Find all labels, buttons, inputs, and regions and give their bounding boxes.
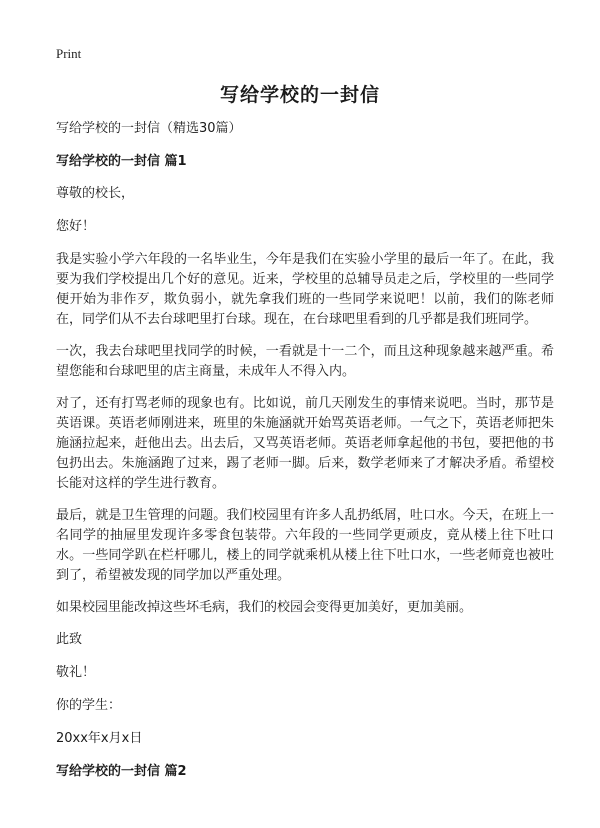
paragraph-3: 对了，还有打骂老师的现象也有。比如说，前几天刚发生的事情来说吧。当时，那节是英语课。英语老师刚进来，班里的朱施涵就开始骂英语老师。一气之下，英语老师把朱施涵拉起来，赶他出去。出去后，又骂英语老师。英语老师拿起他的书包，要把他的书包扔出去。朱施涵跑了过来，踢了老师一脚。后来，数学老师来了才解决矛盾。希望校长能对这样的学生进行教育。 [56,396,554,491]
closing-line: 此致 [56,632,83,647]
print-link[interactable]: Print [56,46,82,61]
regards-line: 敬礼！ [56,665,96,680]
paragraph-2: 一次，我去台球吧里找同学的时候，一看就是十一二个，而且这种现象越来越严重。希望您能和台球吧里的店主商量，未成年人不得入内。 [56,344,554,379]
paragraph-1: 我是实验小学六年段的一名毕业生，今年是我们在实验小学里的最后一年了。在此，我要为我们学校提出几个好的意见。近来，学校里的总辅导员走之后，学校里的一些同学便开始为非作歹，欺负弱小，就先拿我们班的一些同学来说吧！以前，我们的陈老师在，同学们从不去台球吧里打台球。现在，在台球吧里看到的几乎都是我们班同学。 [56,252,554,327]
salutation: 尊敬的校长， [56,186,135,201]
greeting: 您好！ [56,219,96,234]
paragraph-5: 如果校园里能改掉这些坏毛病，我们的校园会变得更加美好，更加美丽。 [56,600,473,615]
document-subtitle: 写给学校的一封信（精选30篇） [56,121,242,136]
document-body [56,119,554,794]
section-heading-1: 写给学校的一封信 篇1 [56,154,187,169]
paragraph-4: 最后，就是卫生管理的问题。我们校园里有许多人乱扔纸屑，吐口水。今天，在班上一名同学的抽屉里发现许多零食包装带。六年段的一些同学更顽皮，竟从楼上往下吐口水。一些同学趴在栏杆哪儿，楼上的同学就乘机从楼上往下吐口水，一些老师竟也被吐到了，希望被发现的同学加以严重处理。 [56,508,554,583]
page-title: 写给学校的一封信 [219,84,380,106]
section-heading-2: 写给学校的一封信 篇2 [56,764,187,779]
date-line: 20xx年x月x日 [56,731,143,746]
signature-line: 你的学生： [56,698,122,713]
